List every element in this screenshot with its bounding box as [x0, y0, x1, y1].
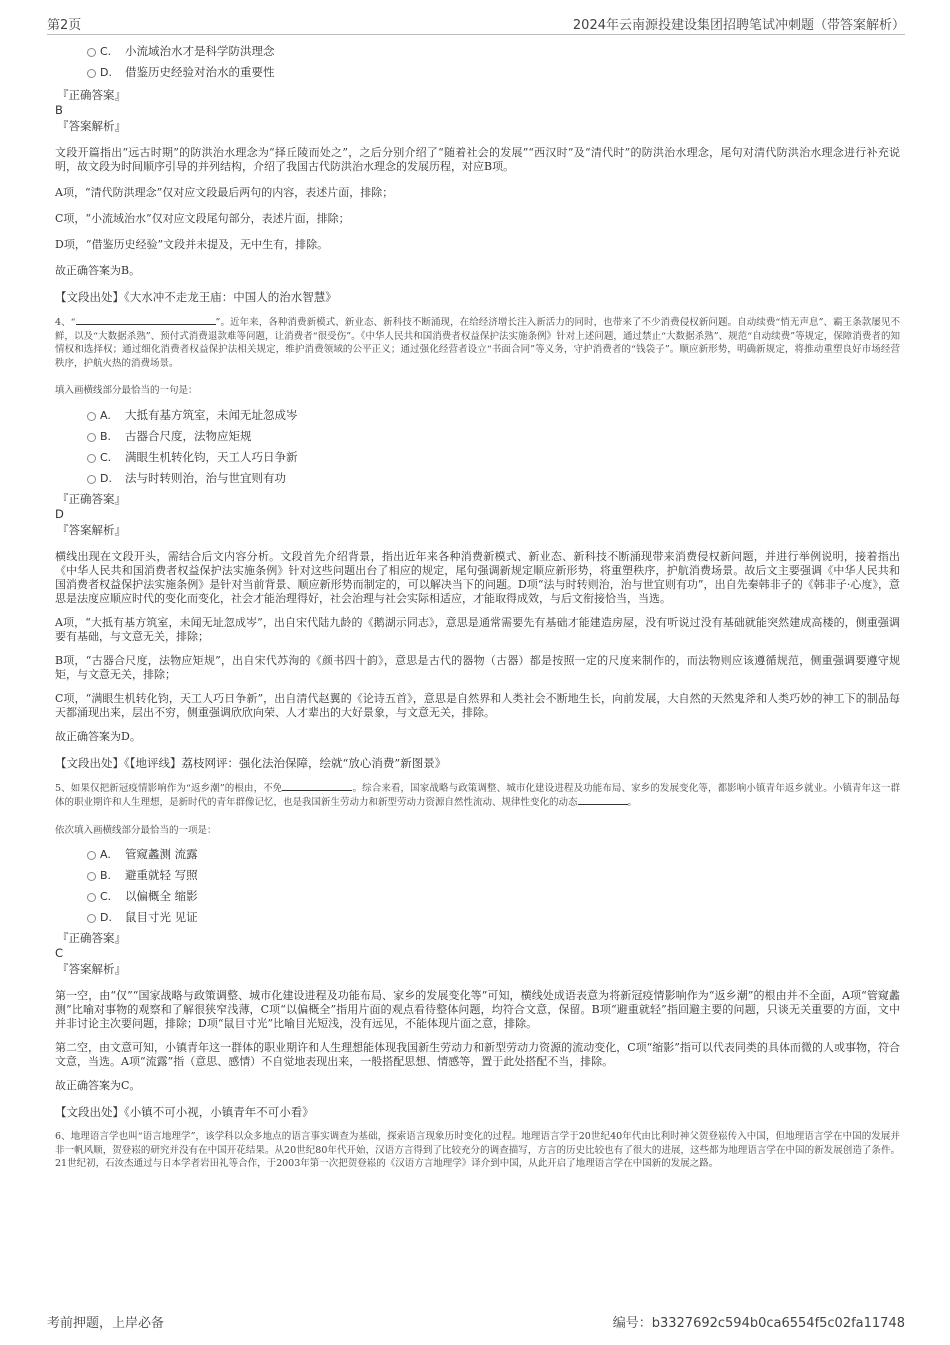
stem-text: ”。近年来，各种消费新模式、新业态、新科技不断涌现，在给经济增长注入新活力的同时，也带来了不少消费侵权新问题。自动续费“悄无声息”、霸王条款屡见不鲜，以及“大数据杀熟”、预付式消费退款难等问题，让消费者“很受伤”。《中华人民共和国消费者权益保护法实施条例》针对上述问题，通过禁止“大数据杀熟”、规范“自动续费”等规定，保障消费者的知情权和选择权；通过细化消费者权益保护法相关规定，维护消费领域的公平正义；通过强化经营者设立“书面合同”等义务，守护消费者的“钱袋子”。顺应新形势，明确新规定，将推动重塑良好市场经营秩序，护航火热的消费场景。: [55, 317, 900, 369]
option-text: 管窥蠡测 流露: [125, 847, 198, 861]
stem-text: 5、如果仅把新冠疫情影响作为“返乡潮”的根由，不免: [55, 782, 283, 794]
option-c[interactable]: [87, 450, 900, 471]
page-number: 第2页: [47, 18, 82, 33]
footer-slogan: 考前押题，上岸必备: [47, 1316, 165, 1331]
option-a[interactable]: [87, 847, 900, 868]
option-text: 大抵有基方筑室，未闻无址忽成岑: [125, 407, 298, 422]
option-a[interactable]: [87, 408, 900, 429]
question-prompt: 填入画横线部分最恰当的一句是：: [55, 385, 198, 396]
stem-text: 。综合来看，国家战略与政策调整、城市化建设进程及功能布局、家乡的发展变化等，都影响小镇青年返乡就业。小镇青年这一群体的职业期许和人生理想，是新时代的青年群像记忆，也是我国新生劳动力和新型劳动力资源自然性流动、规律性变化的动态: [55, 782, 900, 808]
option-b[interactable]: [87, 868, 900, 889]
analysis-paragraph: 文段开篇指出“远古时期”的防洪治水理念为“择丘陵而处之”，之后分别介绍了“随着社会的发展”“西汉时”及“清代时”的防洪治水理念，尾句对清代防洪治水理念进行补充说明，故文段为时间顺序引导的并列结构，介绍了我国古代防洪治水理念的发展历程，对应B项。: [55, 146, 900, 173]
question-number: 4、“: [55, 317, 76, 328]
option-letter: C.: [100, 890, 112, 903]
source-line: 【文段出处】《【地评线】荔枝网评：强化法治保障，绘就“放心消费”新图景》: [55, 755, 447, 770]
option-text: 以偏概全 缩影: [125, 889, 198, 903]
source-line: 【文段出处】《大水冲不走龙王庙：中国人的治水智慧》: [55, 290, 337, 304]
analysis-conclusion: 故正确答案为C。: [55, 1079, 141, 1092]
question-5: [55, 781, 900, 1121]
radio-button[interactable]: [87, 48, 96, 57]
analysis-conclusion: 故正确答案为B。: [55, 264, 141, 277]
analysis-conclusion: 故正确答案为D。: [55, 729, 141, 743]
fill-blank[interactable]: [76, 315, 216, 325]
radio-button[interactable]: [87, 893, 96, 902]
question-stem: [55, 781, 900, 810]
option-text: 避重就轻 写照: [125, 868, 198, 882]
option-letter: B.: [100, 429, 112, 443]
option-d[interactable]: [87, 65, 900, 86]
question-4: [55, 315, 900, 771]
answer-value: D: [55, 506, 64, 521]
fill-blank[interactable]: [578, 795, 628, 805]
answer-label: 『正确答案』: [57, 88, 126, 102]
radio-button[interactable]: [87, 69, 96, 78]
page-header: [47, 14, 905, 35]
option-letter: A.: [100, 848, 111, 861]
option-text: 满眼生机转化钧，天工人巧日争新: [125, 449, 298, 464]
analysis-paragraph: C项，“满眼生机转化钧，天工人巧日争新”，出自清代赵翼的《论诗五首》，意思是自然界和人类社会不断地生长，向前发展，大自然的天然鬼斧和人类巧妙的神工下的制品每天都涌现出来，层出不穷，侧重强调欣欣向荣、人才辈出的大好景象，与文意无关，排除。: [55, 691, 900, 719]
option-letter: D.: [100, 471, 112, 485]
answer-label: 『正确答案』: [57, 931, 126, 945]
page-content: [55, 40, 900, 1171]
analysis-paragraph: A项，“大抵有基方筑室，未闻无址忽成岑”，出自宋代陆九龄的《鹅湖示同志》，意思是通常需要先有基础才能建造房屋，没有听说过没有基础就能突然建成高楼的，侧重强调要有基础，与文意无关，排除；: [55, 615, 900, 643]
question-prompt: 依次填入画横线部分最恰当的一项是：: [55, 824, 217, 836]
analysis-paragraph: 第一空，由“仅”“国家战略与政策调整、城市化建设进程及功能布局、家乡的发展变化等”可知，横线处成语表意为将新冠疫情影响作为“返乡潮”的根由并不全面，A项“管窥蠡测”比喻对事物的观察和了解很狭窄浅薄，C项“以偏概全”指用片面的观点看待整体问题，均符合文意，保留。B项“避重就轻”指回避主要的问题，只谈无关重要的方面，文中并非讨论主次要问题，排除；D项“鼠目寸光”比喻目光短浅，没有远见，不能体现片面之意，排除。: [55, 989, 900, 1030]
analysis-paragraph: D项，“借鉴历史经验”文段并未提及，无中生有，排除。: [55, 238, 329, 251]
analysis-paragraph: A项，“清代防洪理念”仅对应文段最后两句的内容，表述片面，排除；: [55, 186, 394, 199]
answer-label: 『正确答案』: [57, 491, 126, 506]
answer-value: C: [55, 946, 64, 960]
option-text: 法与时转则治，治与世宜则有功: [125, 470, 286, 485]
option-c[interactable]: [87, 889, 900, 910]
option-b[interactable]: [87, 429, 900, 450]
question-stem: 6、地理语言学也叫“语言地理学”，该学科以众多地点的语言事实调查为基础，探索语言现象历时变化的过程。地理语言学于20世纪40年代由比利时神父贺登崧传入中国，但地理语言学在中国的发展并非一帆风顺，贺登崧的研究并没有在中国开花结果。从20世纪80年代开始，汉语方言得到了比较充分的调查描写，方言的历史比较也有了很大的进展，这些都为地理语言学在中国的新发展创造了条件。21世纪初，石汝杰通过与日本学者岩田礼等合作，于2003年第一次把贺登崧的《汉语方言地理学》译介到中国，从此开启了地理语言学在中国新的发展之路。: [55, 1131, 900, 1169]
option-text: 鼠目寸光 见证: [125, 910, 198, 924]
analysis-label: 『答案解析』: [57, 119, 126, 133]
page-footer: [47, 1312, 905, 1332]
analysis-label: 『答案解析』: [57, 962, 126, 976]
stem-text: 。: [627, 797, 638, 808]
analysis-paragraph: C项，“小流域治水”仅对应文段尾句部分，表述片面，排除；: [55, 212, 350, 225]
option-letter: D.: [100, 911, 112, 924]
fill-blank[interactable]: [282, 781, 352, 791]
document-title: 2024年云南源投建设集团招聘笔试冲刺题（带答案解析）: [572, 18, 905, 33]
option-text: 古器合尺度，法物应矩规: [125, 428, 252, 443]
analysis-paragraph: 第二空，由文意可知，小镇青年这一群体的职业期许和人生理想能体现我国新生劳动力和新型劳动力资源的流动变化，C项“缩影”指可以代表同类的具体而微的人或事物，符合文意，当选。A项“流露”指（意思、感情）不自觉地表现出来，一般搭配思想、情感等，置于此处搭配不当，排除。: [55, 1041, 900, 1068]
option-letter: C.: [100, 45, 112, 58]
option-letter: D.: [100, 66, 112, 79]
option-d[interactable]: [87, 910, 900, 931]
radio-button[interactable]: [87, 872, 96, 881]
question-3-tail: [55, 44, 900, 305]
option-d[interactable]: [87, 471, 900, 492]
radio-button[interactable]: [87, 433, 96, 442]
answer-value: B: [55, 103, 63, 117]
source-line: 【文段出处】《小镇不可小视，小镇青年不可小看》: [55, 1105, 314, 1119]
option-letter: A.: [100, 408, 111, 422]
radio-button[interactable]: [87, 851, 96, 860]
analysis-label: 『答案解析』: [57, 522, 126, 537]
question-6: [55, 1130, 900, 1171]
question-stem: [55, 315, 900, 370]
option-text: 小流域治水才是科学防洪理念: [125, 44, 275, 58]
radio-button[interactable]: [87, 914, 96, 923]
document-id: 编号：b3327692c594b0ca6554f5c02fa11748: [612, 1316, 905, 1331]
option-text: 借鉴历史经验对治水的重要性: [125, 65, 275, 79]
radio-button[interactable]: [87, 412, 96, 421]
option-letter: B.: [100, 869, 112, 882]
radio-button[interactable]: [87, 475, 96, 484]
analysis-paragraph: B项，“古器合尺度，法物应矩规”，出自宋代苏洵的《颜书四十韵》，意思是古代的器物（古器）都是按照一定的尺度来制作的，而法物则应该遵循规范，侧重强调要遵守规矩，与文意无关，排除；: [55, 653, 900, 681]
analysis-paragraph: 横线出现在文段开头，需结合后文内容分析。文段首先介绍背景，指出近年来各种消费新模式、新业态、新科技不断涌现带来消费侵权新问题，并进行举例说明，接着指出《中华人民共和国消费者权益保护法实施条例》针对这些问题出台了相应的规定，尾句强调新规定顺应新形势，将重塑秩序，护航消费场景。故后文主要强调《中华人民共和国消费者权益保护法实施条例》是针对当前背景、顺应新形势而制定的，可以解决当下的问题。D项“法与时转则治，治与世宜则有功”，出自先秦韩非子的《韩非子·心度》，意思是法度应顺应时代的变化而变化，社会才能治理得好，社会治理与社会实际相适应，才能取得成效，与后文衔接恰当，当选。: [55, 549, 900, 605]
option-letter: C.: [100, 450, 112, 464]
option-c[interactable]: [87, 44, 900, 65]
radio-button[interactable]: [87, 454, 96, 463]
